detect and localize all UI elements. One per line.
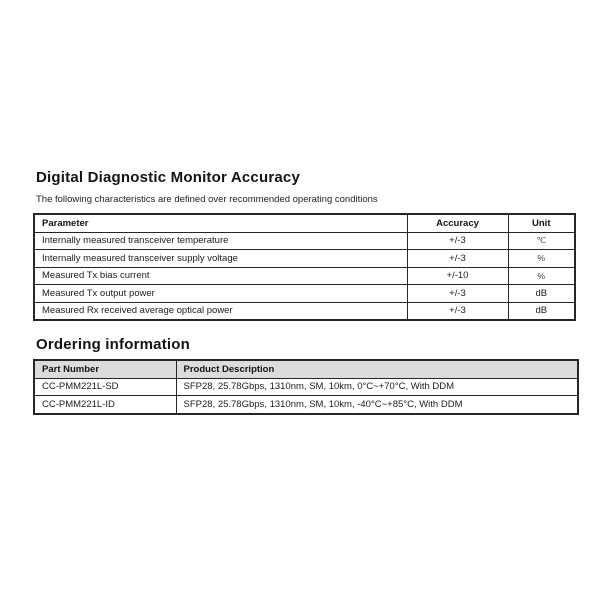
unit-cell: %	[508, 267, 575, 285]
unit-cell: dB	[508, 302, 575, 320]
unit-cell: %	[508, 250, 575, 268]
accuracy-cell: +/-3	[407, 285, 508, 303]
table-row	[34, 267, 575, 285]
part-number-cell: CC-PMM221L-ID	[34, 396, 176, 414]
table-row	[34, 378, 578, 396]
table-row	[34, 232, 575, 250]
col-header-accuracy: Accuracy	[407, 214, 508, 232]
col-header-product-description: Product Description	[176, 360, 578, 378]
accuracy-cell: +/-10	[407, 267, 508, 285]
table-header-row	[34, 214, 575, 232]
table-row	[34, 250, 575, 268]
parameter-cell: Measured Rx received average optical power	[34, 302, 407, 320]
table-row	[34, 396, 578, 414]
ddm-accuracy-section-title: Digital Diagnostic Monitor Accuracy	[36, 169, 300, 186]
part-number-cell: CC-PMM221L-SD	[34, 378, 176, 396]
col-header-part-number: Part Number	[34, 360, 176, 378]
unit-cell: dB	[508, 285, 575, 303]
accuracy-cell: +/-3	[407, 302, 508, 320]
parameter-cell: Internally measured transceiver temperature	[34, 232, 407, 250]
ordering-information-section-title: Ordering information	[36, 336, 190, 353]
table-row	[34, 302, 575, 320]
product-description-cell: SFP28, 25.78Gbps, 1310nm, SM, 10km, 0°C~+70°C, With DDM	[176, 378, 578, 396]
ordering-information-table	[33, 359, 579, 415]
unit-cell: ℃	[508, 232, 575, 250]
accuracy-cell: +/-3	[407, 232, 508, 250]
ddm-operating-conditions-note: The following characteristics are defined over recommended operating conditions	[36, 194, 378, 205]
table-header-row	[34, 360, 578, 378]
parameter-cell: Measured Tx bias current	[34, 267, 407, 285]
parameter-cell: Internally measured transceiver supply voltage	[34, 250, 407, 268]
table-row	[34, 285, 575, 303]
col-header-parameter: Parameter	[34, 214, 407, 232]
col-header-unit: Unit	[508, 214, 575, 232]
ddm-accuracy-table	[33, 213, 576, 321]
parameter-cell: Measured Tx output power	[34, 285, 407, 303]
product-description-cell: SFP28, 25.78Gbps, 1310nm, SM, 10km, -40°C~+85°C, With DDM	[176, 396, 578, 414]
accuracy-cell: +/-3	[407, 250, 508, 268]
